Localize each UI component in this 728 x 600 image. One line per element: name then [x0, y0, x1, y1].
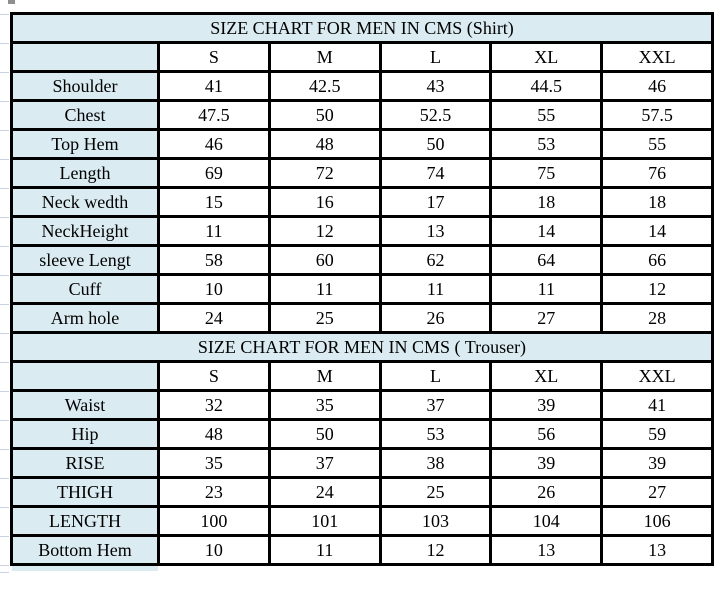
- measurement-row: [12, 159, 713, 188]
- size-header-empty-cell: [12, 43, 159, 72]
- measurement-row: [12, 507, 713, 536]
- section-title: SIZE CHART FOR MEN IN CMS (Shirt): [12, 14, 713, 43]
- size-header-cell: XXL: [602, 362, 713, 391]
- measurement-value: 24: [269, 478, 380, 507]
- measurement-value: 64: [491, 246, 602, 275]
- measurement-value: 53: [380, 420, 491, 449]
- measurement-value: 18: [491, 188, 602, 217]
- measurement-row: [12, 217, 713, 246]
- measurement-value: 11: [159, 217, 270, 246]
- measurement-value: 43: [380, 72, 491, 101]
- measurement-value: 52.5: [380, 101, 491, 130]
- measurement-value: 25: [380, 478, 491, 507]
- measurement-value: 10: [159, 536, 270, 565]
- measurement-value: 12: [602, 275, 713, 304]
- size-header-cell: XL: [491, 362, 602, 391]
- measurement-label: sleeve Lengt: [12, 246, 159, 275]
- measurement-value: 41: [602, 391, 713, 420]
- measurement-label: Cuff: [12, 275, 159, 304]
- size-header-cell: L: [380, 43, 491, 72]
- measurement-value: 50: [269, 420, 380, 449]
- measurement-value: 62: [380, 246, 491, 275]
- measurement-value: 46: [602, 72, 713, 101]
- section-title-row: [12, 333, 713, 362]
- measurement-label: THIGH: [12, 478, 159, 507]
- measurement-value: 24: [159, 304, 270, 333]
- top-left-artifact: [8, 0, 15, 4]
- measurement-value: 48: [159, 420, 270, 449]
- size-header-cell: XL: [491, 43, 602, 72]
- measurement-value: 13: [380, 217, 491, 246]
- measurement-value: 12: [269, 217, 380, 246]
- measurement-row: [12, 246, 713, 275]
- measurement-value: 53: [491, 130, 602, 159]
- measurement-value: 42.5: [269, 72, 380, 101]
- section-title: SIZE CHART FOR MEN IN CMS ( Trouser): [12, 333, 713, 362]
- measurement-value: 101: [269, 507, 380, 536]
- measurement-value: 60: [269, 246, 380, 275]
- measurement-row: [12, 391, 713, 420]
- measurement-value: 66: [602, 246, 713, 275]
- measurement-value: 10: [159, 275, 270, 304]
- measurement-value: 35: [269, 391, 380, 420]
- measurement-label: Waist: [12, 391, 159, 420]
- measurement-label: Shoulder: [12, 72, 159, 101]
- measurement-value: 18: [602, 188, 713, 217]
- measurement-value: 39: [602, 449, 713, 478]
- measurement-value: 69: [159, 159, 270, 188]
- measurement-value: 28: [602, 304, 713, 333]
- measurement-value: 103: [380, 507, 491, 536]
- measurement-value: 74: [380, 159, 491, 188]
- measurement-value: 11: [380, 275, 491, 304]
- measurement-row: [12, 478, 713, 507]
- spreadsheet-gridline-extra: [0, 572, 9, 573]
- measurement-value: 11: [491, 275, 602, 304]
- measurement-label: Length: [12, 159, 159, 188]
- size-header-row: [12, 362, 713, 391]
- measurement-value: 55: [602, 130, 713, 159]
- measurement-row: [12, 72, 713, 101]
- size-header-cell: M: [269, 43, 380, 72]
- measurement-value: 16: [269, 188, 380, 217]
- size-header-cell: M: [269, 362, 380, 391]
- measurement-label: RISE: [12, 449, 159, 478]
- measurement-value: 15: [159, 188, 270, 217]
- measurement-value: 75: [491, 159, 602, 188]
- size-header-cell: XXL: [602, 43, 713, 72]
- measurement-value: 59: [602, 420, 713, 449]
- measurement-value: 48: [269, 130, 380, 159]
- size-header-row: [12, 43, 713, 72]
- measurement-label: Top Hem: [12, 130, 159, 159]
- measurement-label: Bottom Hem: [12, 536, 159, 565]
- measurement-row: [12, 130, 713, 159]
- measurement-value: 27: [491, 304, 602, 333]
- measurement-value: 106: [602, 507, 713, 536]
- measurement-value: 47.5: [159, 101, 270, 130]
- measurement-value: 50: [380, 130, 491, 159]
- measurement-value: 37: [269, 449, 380, 478]
- measurement-value: 27: [602, 478, 713, 507]
- measurement-label: Neck wedth: [12, 188, 159, 217]
- measurement-value: 12: [380, 536, 491, 565]
- measurement-value: 26: [380, 304, 491, 333]
- size-header-cell: S: [159, 43, 270, 72]
- measurement-value: 14: [491, 217, 602, 246]
- measurement-value: 44.5: [491, 72, 602, 101]
- measurement-row: [12, 101, 713, 130]
- measurement-value: 11: [269, 275, 380, 304]
- measurement-value: 72: [269, 159, 380, 188]
- spreadsheet-gridlines: [0, 14, 9, 581]
- measurement-value: 23: [159, 478, 270, 507]
- measurement-label: Hip: [12, 420, 159, 449]
- measurement-value: 100: [159, 507, 270, 536]
- measurement-value: 55: [491, 101, 602, 130]
- measurement-value: 46: [159, 130, 270, 159]
- measurement-label: LENGTH: [12, 507, 159, 536]
- measurement-value: 76: [602, 159, 713, 188]
- section-title-row: [12, 14, 713, 43]
- measurement-row: [12, 304, 713, 333]
- measurement-value: 13: [491, 536, 602, 565]
- measurement-value: 32: [159, 391, 270, 420]
- measurement-row: [12, 449, 713, 478]
- measurement-value: 58: [159, 246, 270, 275]
- measurement-value: 35: [159, 449, 270, 478]
- measurement-value: 50: [269, 101, 380, 130]
- measurement-value: 13: [602, 536, 713, 565]
- measurement-label: Chest: [12, 101, 159, 130]
- measurement-value: 56: [491, 420, 602, 449]
- size-chart-table: [10, 12, 714, 566]
- measurement-row: [12, 536, 713, 565]
- size-header-cell: L: [380, 362, 491, 391]
- measurement-value: 14: [602, 217, 713, 246]
- measurement-row: [12, 188, 713, 217]
- measurement-value: 26: [491, 478, 602, 507]
- measurement-value: 41: [159, 72, 270, 101]
- measurement-value: 25: [269, 304, 380, 333]
- measurement-value: 37: [380, 391, 491, 420]
- cutoff-cell-artifact: [12, 566, 158, 571]
- measurement-value: 39: [491, 391, 602, 420]
- size-chart-table-body: [12, 14, 713, 565]
- measurement-value: 11: [269, 536, 380, 565]
- measurement-row: [12, 275, 713, 304]
- measurement-label: NeckHeight: [12, 217, 159, 246]
- measurement-value: 39: [491, 449, 602, 478]
- measurement-value: 17: [380, 188, 491, 217]
- measurement-value: 57.5: [602, 101, 713, 130]
- measurement-label: Arm hole: [12, 304, 159, 333]
- measurement-value: 38: [380, 449, 491, 478]
- measurement-value: 104: [491, 507, 602, 536]
- size-header-empty-cell: [12, 362, 159, 391]
- size-header-cell: S: [159, 362, 270, 391]
- measurement-row: [12, 420, 713, 449]
